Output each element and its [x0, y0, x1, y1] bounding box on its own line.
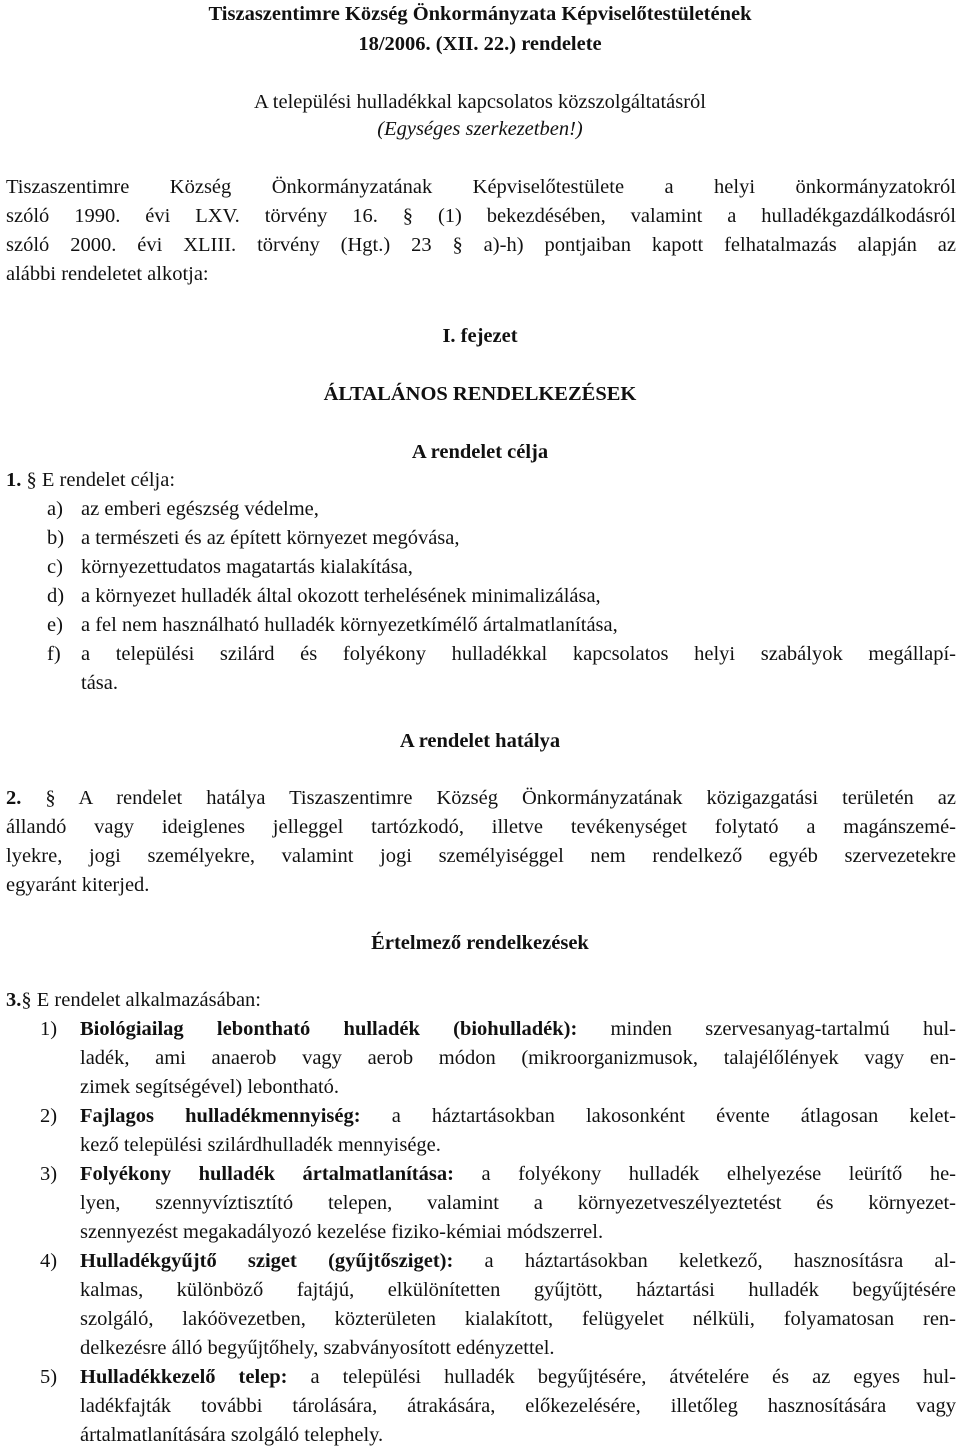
preamble: [6, 173, 956, 289]
list-item-label: a): [47, 498, 63, 520]
section3-number: 3.: [6, 989, 22, 1011]
definition-text: a háztartásokban keletkező, hasznosításra al-: [453, 1250, 957, 1272]
definition-line: [80, 1160, 956, 1189]
list-item-label: b): [47, 527, 65, 549]
definition-line: ladék, ami anaerob vagy aerob módon (mikroorganizmusok, talajélőlények vagy en-: [80, 1047, 956, 1069]
list-item-text: a természeti és az épített környezet megóvása,: [81, 527, 460, 549]
list-item-label: d): [47, 585, 65, 607]
definition-text: minden szervesanyag-tartalmú hul-: [577, 1018, 956, 1040]
definition-line: kalmas, különböző fajtájú, elkülönítetten gyűjtött, háztartási hulladék begyűjtésére: [80, 1279, 956, 1301]
preamble-line: szóló 2000. évi XLIII. törvény (Hgt.) 23 § a)-h) pontjaiban kapott felhatalmazás alapján az: [6, 234, 956, 256]
list-item-label: f): [47, 643, 61, 665]
definition-line: [80, 1015, 956, 1044]
list-item: [47, 495, 956, 524]
definition-line: delkezésre álló begyűjtőhely, szabványosított edényzettel.: [80, 1337, 555, 1359]
list-item: [47, 553, 956, 582]
preamble-line: alábbi rendeletet alkotja:: [6, 263, 209, 285]
document-subtitle: (Egységes szerkezetben!): [377, 118, 583, 140]
definition-line: kező települési szilárdhulladék mennyisége.: [80, 1134, 441, 1156]
section1-intro-text: § E rendelet célja:: [26, 469, 176, 491]
definition-line: lyen, szennyvíztisztító telepen, valamint a környezetveszélyeztetést és környezet-: [80, 1192, 956, 1214]
definition-line: ártalmatlanítására szolgáló telephely.: [80, 1424, 384, 1446]
list-item-text: a települési szilárd és folyékony hulladékkal kapcsolatos helyi szabályok megállapí-: [81, 643, 956, 665]
definition-item: [40, 1102, 956, 1160]
definition-item: [40, 1247, 956, 1363]
header-line2: 18/2006. (XII. 22.) rendelete: [358, 33, 602, 55]
definition-label: 5): [40, 1366, 58, 1388]
section2-line: lyekre, jogi személyekre, valamint jogi személyiséggel nem rendelkező egyéb szervezetekre: [6, 845, 956, 867]
definition-term: Folyékony hulladék ártalmatlanítása:: [80, 1163, 454, 1185]
definition-line: zimek segítségével) lebontható.: [80, 1076, 340, 1098]
definition-term: Biológiailag lebontható hulladék (biohulladék):: [80, 1018, 578, 1040]
section2-line-text: § A rendelet hatálya Tiszaszentimre Község Önkormányzatának közigazgatási területén az: [45, 787, 957, 809]
list-item: [47, 640, 956, 698]
list-item-text: környezettudatos magatartás kialakítása,: [81, 556, 413, 578]
definition-item: [40, 1015, 956, 1102]
list-item: [47, 611, 956, 640]
list-item-label: c): [47, 556, 63, 578]
list-item-text: az emberi egészség védelme,: [81, 498, 319, 520]
definition-label: 1): [40, 1018, 58, 1040]
section2-line: [6, 784, 956, 813]
section3-heading: Értelmező rendelkezések: [371, 932, 589, 954]
preamble-line: szóló 1990. évi LXV. törvény 16. § (1) bekezdésében, valamint a hulladékgazdálkodásról: [6, 205, 956, 227]
list-item-label: e): [47, 614, 63, 636]
definition-text: a folyékony hulladék elhelyezése leürítő he-: [453, 1163, 956, 1185]
list-item: [47, 582, 956, 611]
section2-heading: A rendelet hatálya: [399, 730, 561, 752]
document-title: A települési hulladékkal kapcsolatos közszolgáltatásról: [253, 91, 706, 113]
section3-intro: [6, 986, 956, 1015]
section1-heading: A rendelet célja: [411, 441, 549, 463]
definition-term: Fajlagos hulladékmennyiség:: [80, 1105, 361, 1127]
definition-line: szolgáló, lakóövezetben, közterületen kialakított, felügyelet nélküli, folyamatosan ren-: [80, 1308, 956, 1330]
section3-intro-text: § E rendelet alkalmazásában:: [21, 989, 261, 1011]
definition-line: [80, 1363, 956, 1392]
list-item-text: a környezet hulladék által okozott terhelésének minimalizálása,: [81, 585, 601, 607]
list-item-text: a fel nem használható hulladék környezetkímélő ártalmatlanítása,: [81, 614, 618, 636]
section1-number: 1.: [6, 469, 22, 491]
definition-term: Hulladékkezelő telep:: [80, 1366, 288, 1388]
definition-text: a háztartásokban lakosonként évente átlagosan kelet-: [360, 1105, 956, 1127]
list-item: [47, 524, 956, 553]
section2-body: [6, 784, 956, 900]
section2-number: 2.: [6, 787, 22, 809]
definition-line: [80, 1102, 956, 1131]
chapter-number: I. fejezet: [442, 325, 518, 347]
definition-label: 2): [40, 1105, 58, 1127]
definition-label: 3): [40, 1163, 58, 1185]
definition-line: szennyezést megakadályozó kezelése fiziko-kémiai módszerrel.: [80, 1221, 604, 1243]
section2-line: állandó vagy ideiglenes jelleggel tartózkodó, illetve tevékenységet folytató a magánszemé-: [6, 816, 956, 838]
list-item-text: tása.: [81, 672, 118, 694]
header-line1: Tiszaszentimre Község Önkormányzata Képviselőtestületének: [208, 3, 752, 25]
definition-item: [40, 1160, 956, 1247]
preamble-line: Tiszaszentimre Község Önkormányzatának Képviselőtestülete a helyi önkormányzatokról: [6, 176, 956, 198]
definition-line: ladékfajták további tárolására, átrakására, előkezelésére, illetőleg hasznosítására vagy: [80, 1395, 956, 1417]
definition-text: a települési hulladék begyűjtésére, átvételére és az egyes hul-: [287, 1366, 957, 1388]
section1-intro: [6, 466, 956, 495]
definition-line: [80, 1247, 956, 1276]
definition-item: [40, 1363, 956, 1450]
definition-label: 4): [40, 1250, 58, 1272]
definition-term: Hulladékgyűjtő sziget (gyűjtősziget):: [80, 1250, 454, 1272]
section2-line: egyaránt kiterjed.: [6, 874, 150, 896]
chapter-title: ÁLTALÁNOS RENDELKEZÉSEK: [323, 383, 637, 405]
